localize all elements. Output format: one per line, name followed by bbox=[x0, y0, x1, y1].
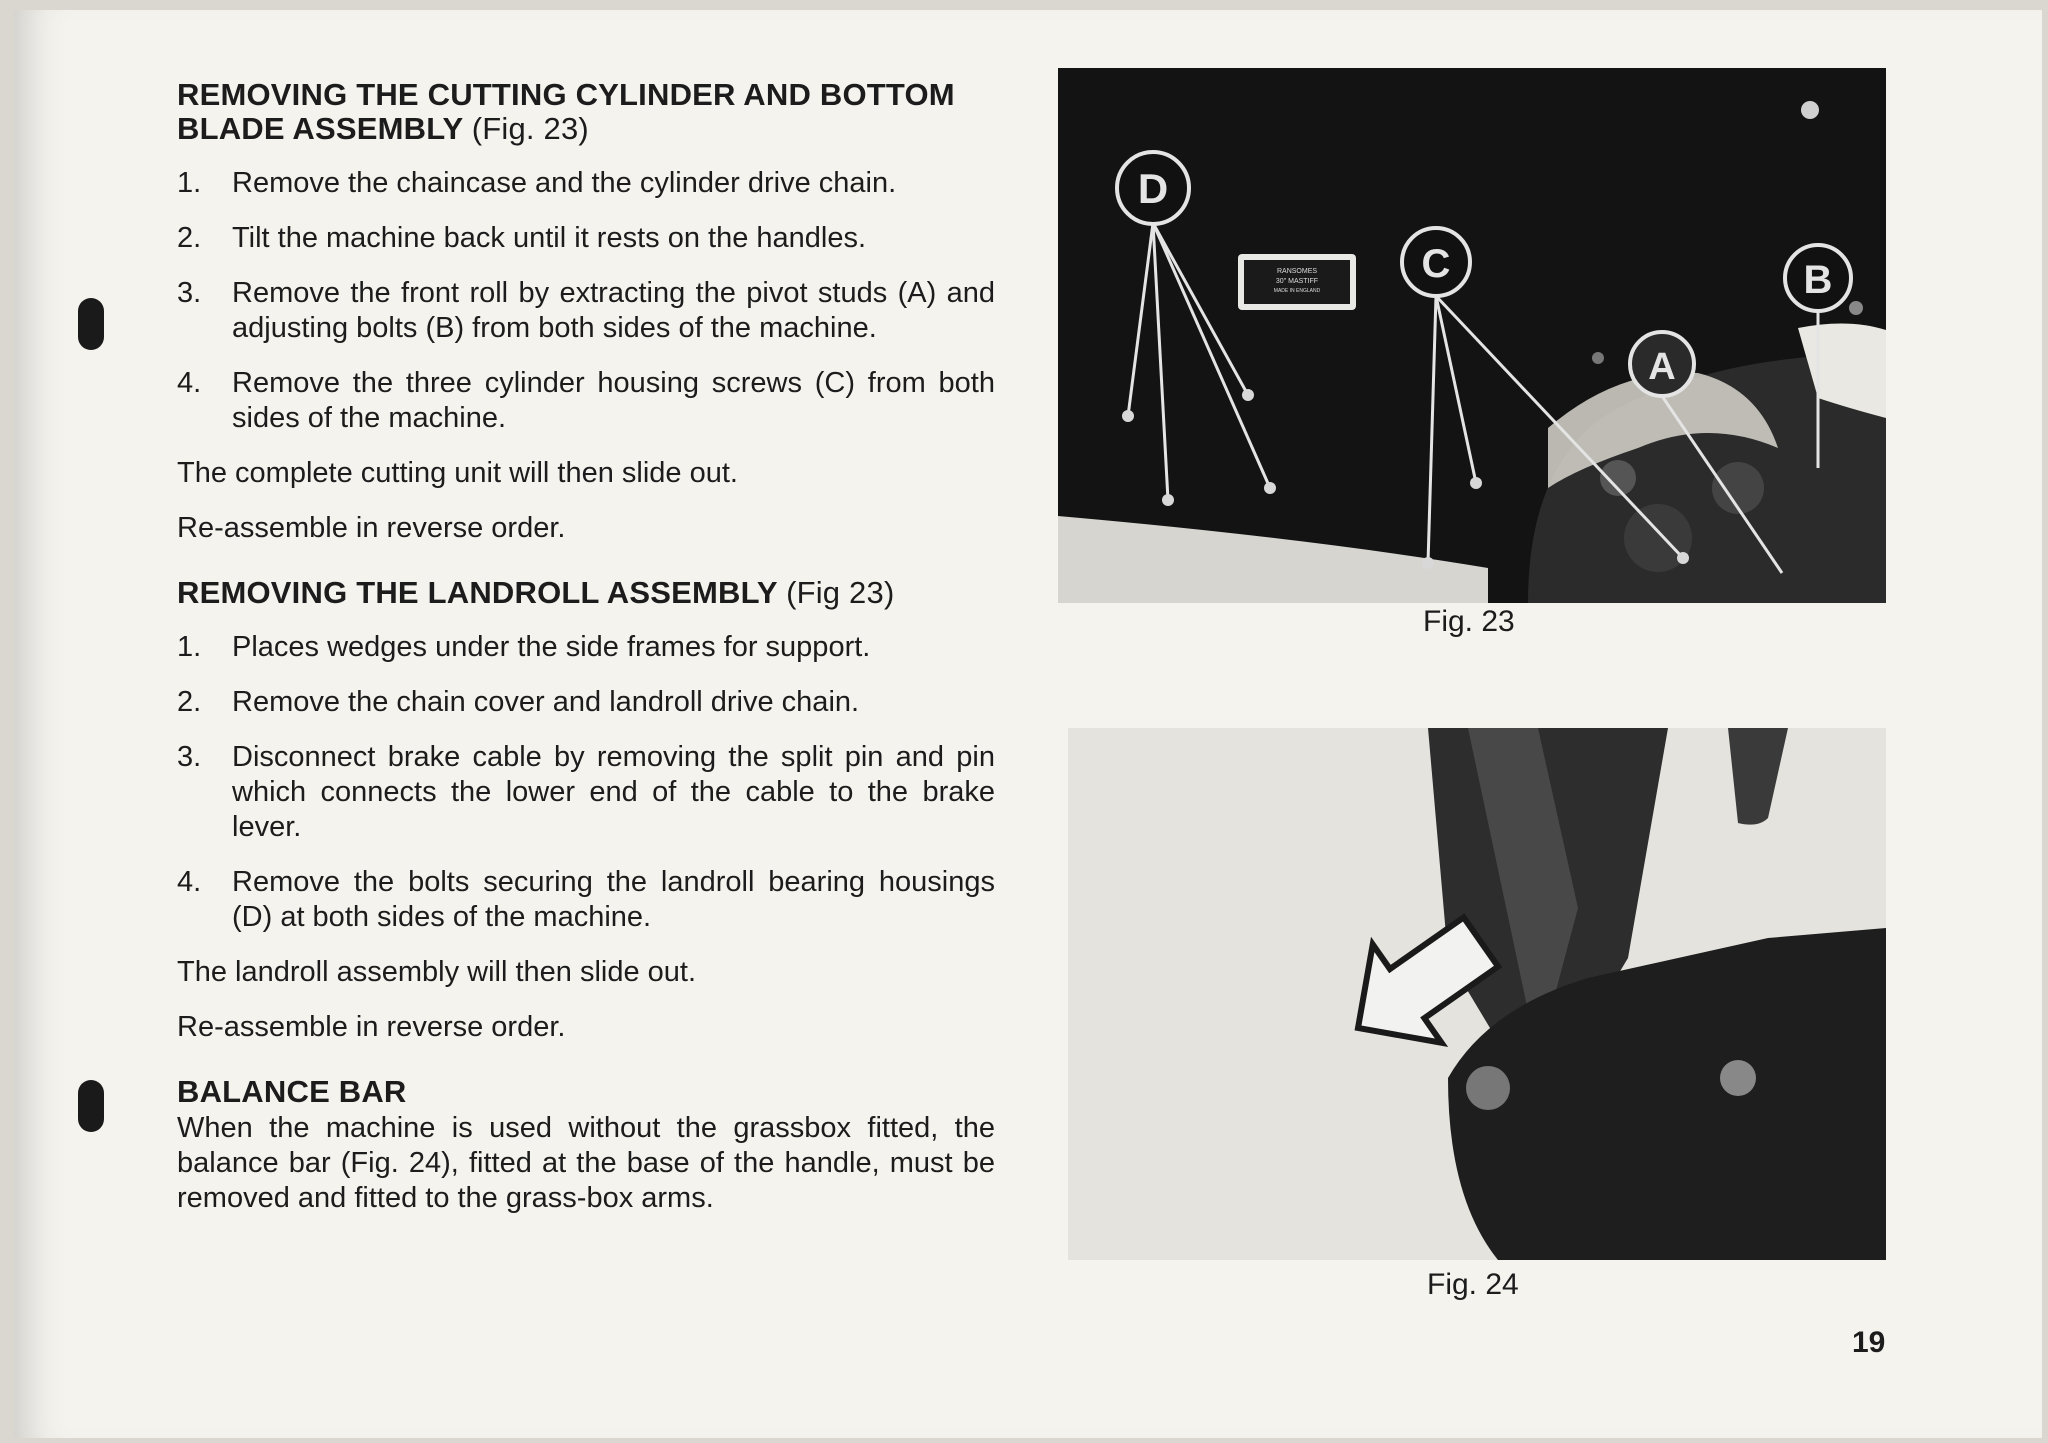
svg-text:30" MASTIFF: 30" MASTIFF bbox=[1275, 278, 1319, 285]
list-item: 3. Remove the front roll by extracting the pivot studs (A) and adjusting bolts (B) from both sides of the machine. bbox=[177, 277, 995, 344]
balance-bar-photo bbox=[1068, 728, 1886, 1260]
landroll-note-slide-out: The landroll assembly will then slide out. bbox=[177, 956, 697, 988]
section-heading-balance-bar: BALANCE BAR bbox=[177, 1074, 407, 1109]
svg-text:A: A bbox=[1648, 346, 1676, 388]
balance-bar-text: When the machine is used without the grassbox fitted, the balance bar (Fig. 24), fitted at the base of the handle, must be removed and fitted to the grass-box arms. bbox=[177, 1112, 995, 1214]
list-item: 3. Disconnect brake cable by removing the split pin and pin which connects the lower end of the cable to the brake lever. bbox=[177, 741, 995, 843]
callout-label-a bbox=[1630, 332, 1694, 396]
cylinder-note-slide-out: The complete cutting unit will then slide out. bbox=[177, 457, 738, 489]
figure-23-photo bbox=[1058, 68, 1886, 603]
figure-24-caption: Fig. 24 bbox=[1427, 1268, 1519, 1301]
landroll-steps bbox=[177, 630, 995, 935]
cylinder-note-reassemble: Re-assemble in reverse order. bbox=[177, 512, 566, 544]
mower-side-photo bbox=[1058, 68, 1886, 603]
callout-label-c bbox=[1402, 228, 1470, 296]
name-plate bbox=[1238, 254, 1356, 310]
list-item: 4. Remove the bolts securing the landroll bearing housings (D) at both sides of the machine. bbox=[177, 866, 995, 933]
page-number: 19 bbox=[1852, 1326, 1886, 1359]
section-heading-cylinder: REMOVING THE CUTTING CYLINDER AND BOTTOM BLADE ASSEMBLY (Fig. 23) bbox=[177, 77, 955, 146]
svg-text:B: B bbox=[1803, 258, 1833, 302]
svg-text:D: D bbox=[1137, 165, 1169, 212]
list-item: 4. Remove the three cylinder housing screws (C) from both sides of the machine. bbox=[177, 367, 995, 434]
binding-hole-top bbox=[78, 298, 104, 350]
text-column bbox=[177, 78, 995, 1216]
binding-hole-bottom bbox=[78, 1080, 104, 1132]
svg-text:MADE IN ENGLAND: MADE IN ENGLAND bbox=[1273, 288, 1321, 294]
list-item: 2. Tilt the machine back until it rests on the handles. bbox=[177, 222, 867, 254]
figure-23-caption: Fig. 23 bbox=[1423, 605, 1515, 638]
callout-label-b bbox=[1785, 245, 1851, 311]
list-item: 2. Remove the chain cover and landroll drive chain. bbox=[177, 686, 860, 718]
section-heading-landroll: REMOVING THE LANDROLL ASSEMBLY (Fig 23) bbox=[177, 575, 895, 610]
landroll-note-reassemble: Re-assemble in reverse order. bbox=[177, 1011, 566, 1043]
svg-text:C: C bbox=[1421, 242, 1451, 286]
list-item: 1. Places wedges under the side frames for support. bbox=[177, 631, 871, 663]
list-item: 1. Remove the chaincase and the cylinder drive chain. bbox=[177, 167, 897, 199]
cylinder-steps bbox=[177, 166, 995, 436]
figure-24-photo bbox=[1068, 728, 1886, 1260]
callout-label-d bbox=[1117, 152, 1189, 224]
svg-text:RANSOMES: RANSOMES bbox=[1276, 268, 1318, 275]
manual-page bbox=[14, 10, 2042, 1438]
